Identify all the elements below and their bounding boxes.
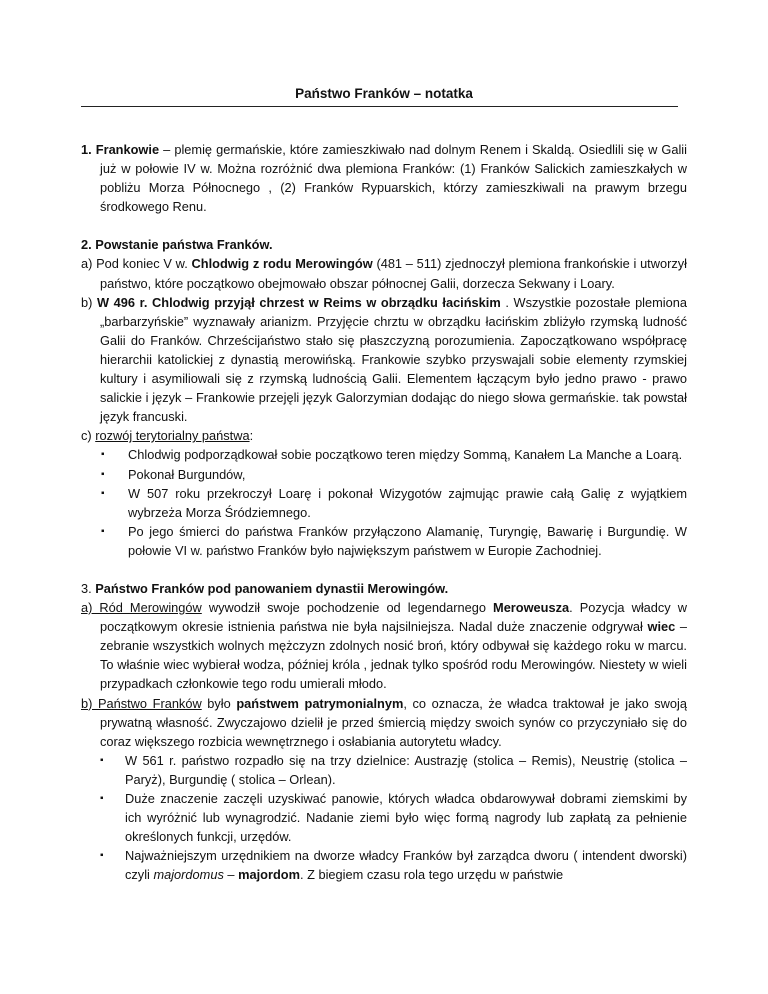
title-underline xyxy=(81,106,678,107)
section-2-heading: 2. Powstanie państwa Franków. xyxy=(81,237,273,253)
section-2c-prefix: c) xyxy=(81,428,96,444)
list-item: ▪ W 561 r. państwo rozpadło się na trzy dzielnice: Austrazję (stolica – Remis), Neustrię (stolica – Paryż), Burgundię ( stolica – Orlean). xyxy=(100,752,687,787)
bullet-icon: ▪ xyxy=(101,525,105,537)
section-2b-bold: W 496 r. Chlodwig przyjął chrzest w Reims w obrządku łacińskim xyxy=(96,294,501,310)
section-2a-text: (481 – 511) zjednoczył plemiona frankońskie i utworzył państwo, które początkowo obejmowało obszar północnej Galii, dorzecza Sekwany i Loary. xyxy=(100,256,687,291)
section-2c-list xyxy=(81,445,687,560)
bullet-icon: ▪ xyxy=(100,850,104,862)
section-2b-prefix: b) xyxy=(81,294,97,310)
section-3a: a) Ród Merowingów wywodził swoje pochodzenie od legendarnego Meroweusza. Pozycja władcy w początkowym okresie istnienia państwa nie była najsilniejsza. Nadal duże znaczenie odgrywał wiec – zebranie wszystkich wolnych mężczyzn zdolnych nosić broń, który odbywał się każdego roku w marcu. To właśnie wiec wybierał wodza, później króla , jednak tylko spośród rodu Merowingów. Niestety w wieli przypadkach członkowie tego rodu umierali młodo. xyxy=(81,600,687,692)
section-1 xyxy=(81,140,687,216)
section-2b-text: . Wszystkie pozostałe plemiona „barbarzyńskie” wyznawały arianizm. Przyjęcie chrztu w obrządku łacińskim zbliżyło rzymską ludność Galii do Franków. Chrześcijaństwo stało się płaszczyzną porozumienia. Zapoczątkowano współpracę hierarchii katolickiej z dynastią merowińską. Frankowie szybko przyswajali sobie elementy rzymskiej kultury i asymiliowali się z rzymską ludnością Galii. Elementem łączącym było jedno prawo - prawo salickie i język – Frankowie przejęli język Galorzymian dodając do niego słowa germańskie. tak powstał język francuski. xyxy=(100,294,688,425)
section-2a xyxy=(81,254,687,292)
document-body xyxy=(81,140,687,884)
section-3a-label: a) Ród Merowingów xyxy=(81,600,202,616)
bullet-icon: ▪ xyxy=(101,487,105,499)
page-title: Państwo Franków – notatka xyxy=(295,86,473,101)
section-2b xyxy=(81,293,687,427)
section-1-number: 1. xyxy=(81,142,92,157)
section-3-number: 3. xyxy=(81,580,96,596)
list-item: ▪ Najważniejszym urzędnikiem na dworze władcy Franków był zarządca dworu ( intendent dworski) czyli majordomus – majordom. Z biegiem czasu rola tego urzędu w państwie xyxy=(100,848,687,883)
section-2c-suffix: : xyxy=(249,428,254,444)
list-item: ▪ Chlodwig podporządkował sobie początkowo teren między Sommą, Kanałem La Manche a Loarą. xyxy=(81,445,687,464)
list-item: ▪ Po jego śmierci do państwa Franków przyłączono Alamanię, Turyngię, Bawarię i Burgundię. W połowie VI w. państwo Franków było największym państwem w Europie Zachodniej. xyxy=(101,523,687,558)
bullet-icon: ▪ xyxy=(100,754,104,766)
section-2a-bold: Chlodwig z rodu Merowingów xyxy=(191,256,373,272)
section-3b: b) Państwo Franków było państwem patrymonialnym, co oznacza, że władca traktował je jako swoją prywatną własność. Zwyczajowo dzielił je przed śmiercią między swoich synów co przyczyniało się do coraz większego rozbicia wewnętrznego i osłabiania autorytetu władcy. xyxy=(81,695,688,749)
section-3b-list xyxy=(81,751,687,885)
section-3-title: Państwo Franków pod panowaniem dynastii Merowingów. xyxy=(95,580,449,596)
section-3-heading xyxy=(81,579,687,598)
bullet-icon: ▪ xyxy=(100,793,104,804)
list-item: ▪ Duże znaczenie zaczęli uzyskiwać panowie, których władca obdarowywał dobrami ziemskimi by ich wyróżnić lub wynagrodzić. Nadanie ziemi było więc formą nagrody lub zapłatą za pełnienie określonych funkcji, urzędów. xyxy=(100,791,687,845)
section-3b-label: b) Państwo Franków xyxy=(81,695,202,711)
list-item: ▪ W 507 roku przekroczył Loarę i pokonał Wizygotów zajmując prawie całą Galię z wyjątkiem wybrzeża Morza Śródziemnego. xyxy=(101,485,687,520)
bullet-icon: ▪ xyxy=(101,449,105,461)
list-item: ▪ Pokonał Burgundów, xyxy=(81,465,687,484)
section-2c-underlined: rozwój terytorialny państwa xyxy=(95,428,250,444)
section-1-text: – plemię germańskie, które zamieszkiwało nad dolnym Renem i Skaldą. Osiedlili się w Galii już w połowie IV w. Można rozróżnić dwa plemiona Franków: (1) Franków Salickich zamieszkałych w pobliżu Morza Północnego , (2) Franków Rypuarskich, którzy zamieszkiwali na prawym brzegu środkowego Renu. xyxy=(100,142,687,215)
section-2a-prefix: a) Pod koniec V w. xyxy=(81,256,192,272)
section-2c xyxy=(81,426,687,445)
bullet-icon: ▪ xyxy=(101,468,105,480)
section-1-term: Frankowie xyxy=(95,142,160,157)
